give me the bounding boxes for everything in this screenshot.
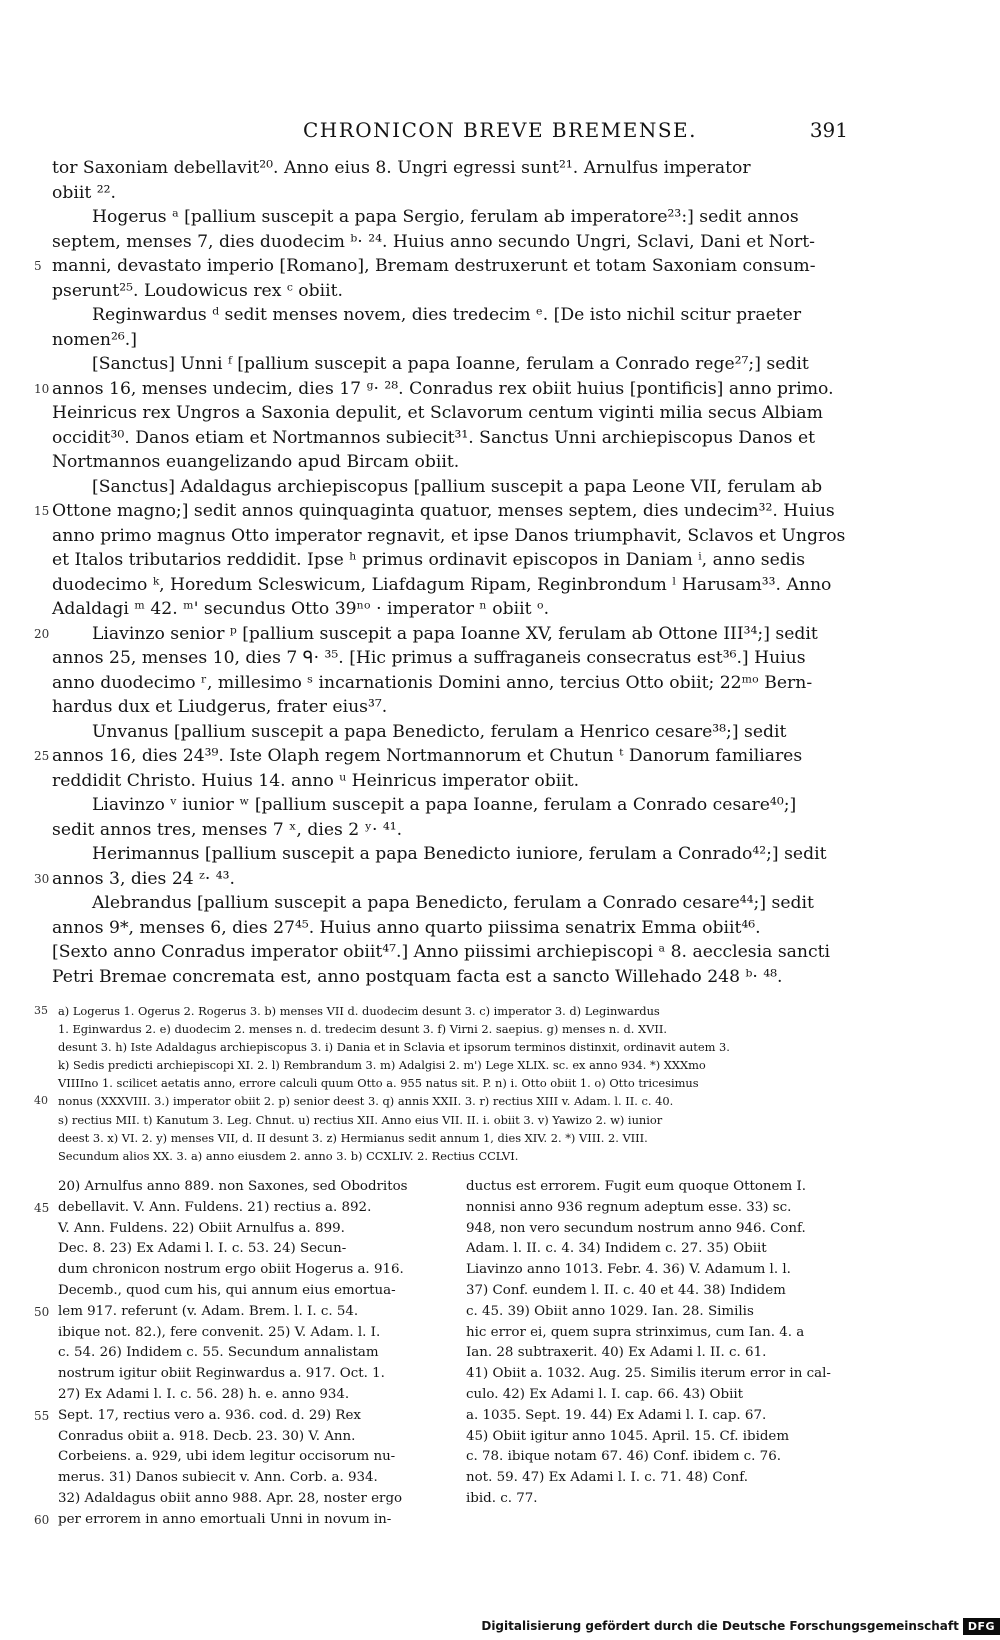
commentary-line [466,1281,861,1302]
text-line [52,181,852,206]
dfg-logo: DFG [963,1618,1000,1635]
commentary-line-text: 948, non vero secundum nostrum anno 946. Conf. [466,1220,806,1236]
commentary-line [466,1343,861,1364]
commentary-line [58,1427,453,1448]
text-line-text: pserunt²⁵. Loudowicus rex ᶜ obiit. [52,280,344,301]
line-number: 30 [34,871,50,886]
text-line [34,254,852,279]
commentary-line-text: Sept. 17, rectius vero a. 936. cod. d. 29) Rex [58,1407,361,1423]
text-line [52,671,852,696]
text-line-text: Herimannus [pallium suscepit a papa Benedicto iuniore, ferulam a Conrado⁴²;] sedit [92,844,827,864]
digitization-footer [481,1612,1000,1640]
line-number: 55 [34,1408,50,1423]
line-number: 45 [34,1200,50,1215]
commentary-line-text: 45) Obiit igitur anno 1045. April. 15. Cf. ibidem [466,1428,790,1444]
page-number: 391 [809,118,848,142]
text-line [52,156,852,181]
commentary-line [466,1239,861,1260]
text-line-text: et Italos tributarios reddidit. Ipse ʰ primus ordinavit episcopos in Daniam ⁱ, anno sedis [52,550,806,570]
commentary-line-text: Decemb., quod cum his, qui annum eius emortua- [58,1282,396,1298]
commentary-line-text: c. 54. 26) Indidem c. 55. Secundum annalistam [58,1345,379,1361]
variant-note-line-text: desunt 3. h) Iste Adaldagus archiepiscopus 3. i) Dania et in Sclavia et ipsorum terminos distinxit, ordinavit autem 3. [58,1040,730,1055]
text-line-text: occidit³⁰. Danos etiam et Nortmannos subiecit³¹. Sanctus Unni archiepiscopus Danos et [52,427,816,448]
text-line [52,352,852,377]
text-line-text: anno primo magnus Otto imperator regnavit, et ipse Danos triumphavit, Sclavos et Ungros [52,525,846,546]
text-line [52,401,852,426]
commentary-line [34,1198,453,1219]
variant-note-line-text: s) rectius MII. t) Kanutum 3. Leg. Chnut. u) rectius XII. Anno eius VII. II. i. obiit 3. v) Yawizo 2. w) iunior [58,1112,663,1127]
commentary-line [466,1364,861,1385]
text-line-text: sedit annos tres, menses 7 ˣ, dies 2 ʸ· ⁴¹. [52,819,403,840]
text-line [52,426,852,451]
commentary-line-text: hic error ei, quem supra strinximus, cum Ian. 4. a [466,1324,805,1340]
text-line-text: annos 3, dies 24 ᶻ· ⁴³. [52,868,236,889]
text-line [52,720,852,745]
digitization-credit: Digitalisierung gefördert durch die Deutsche Forschungsgemeinschaft [481,1619,959,1633]
text-line [52,230,852,255]
line-number: 60 [34,1512,50,1527]
commentary-line-text: a. 1035. Sept. 19. 44) Ex Adami l. I. cap. 67. [466,1407,767,1423]
running-title: CHRONICON BREVE BREMENSE. [302,118,697,142]
page-header [0,118,1000,148]
commentary-line-text: per errorem in anno emortuali Unni in novum in- [58,1511,392,1527]
text-line-text: hardus dux et Liudgerus, frater eius³⁷. [52,697,388,717]
commentary-line-text: c. 45. 39) Obiit anno 1029. Ian. 28. Similis [466,1303,754,1319]
text-line [34,867,852,892]
commentary-line [466,1468,861,1489]
text-line-text: Liavinzo ᵛ iunior ʷ [pallium suscepit a papa Ioanne, ferulam a Conrado cesare⁴⁰;] [92,795,797,815]
text-line-text: [Sanctus] Adaldagus archiepiscopus [pallium suscepit a papa Leone VII, ferulam ab [92,476,823,497]
variant-note-line [34,1002,848,1020]
commentary-line-text: not. 59. 47) Ex Adami l. I. c. 71. 48) Conf. [466,1470,749,1486]
commentary-line [58,1260,453,1281]
commentary-line-text: merus. 31) Danos subiecit v. Ann. Corb. a. 934. [58,1470,378,1486]
text-line [52,205,852,230]
text-line-text: Alebrandus [pallium suscepit a papa Benedicto, ferulam a Conrado cesare⁴⁴;] sedit [92,893,814,913]
commentary-line [34,1302,453,1323]
text-line-text: Petri Bremae concremata est, anno postquam facta est a sancto Willehado 248 ᵇ· ⁴⁸. [52,966,783,987]
text-line [52,695,852,720]
commentary-line [466,1385,861,1406]
variant-note-line-text: deest 3. x) VI. 2. y) menses VII, d. II desunt 3. z) Hermianus sedit annum 1, dies XIV. 2. *) VIII. 2. VIII. [58,1130,648,1145]
commentary-line-text: V. Ann. Fuldens. 22) Obiit Arnulfus a. 899. [58,1220,345,1236]
text-line-text: Ottone magno;] sedit annos quinquaginta quatuor, menses septem, dies undecim³². Huius [52,501,835,521]
variant-note-line-text: 1. Eginwardus 2. e) duodecim 2. menses n. d. tredecim desunt 3. f) Virni 2. saepius. g) menses n. d. XVII. [58,1022,667,1037]
commentary-line-text: nonnisi anno 936 regnum adeptum esse. 33) sc. [466,1199,792,1215]
text-line [52,916,852,941]
commentary-line [466,1260,861,1281]
commentary-line-text: Ian. 28 subtraxerit. 40) Ex Adami l. II. c. 61. [466,1345,767,1361]
text-line [52,597,852,622]
variant-note-line [58,1020,848,1038]
text-line-text: tor Saxoniam debellavit²⁰. Anno eius 8. Ungri egressi sunt²¹. Arnulfus imperator [52,158,751,178]
commentary-line-text: Dec. 8. 23) Ex Adami l. I. c. 53. 24) Secun- [58,1241,347,1257]
text-line-text: reddidit Christo. Huius 14. anno ᵘ Heinricus imperator obiit. [52,770,580,791]
text-line-text: Nortmannos euangelizando apud Bircam obiit. [52,452,460,472]
variant-note-line-text: a) Logerus 1. Ogerus 2. Rogerus 3. b) menses VII d. duodecim desunt 3. c) imperator 3. d) Leginwardus [58,1004,660,1018]
line-number: 40 [34,1094,48,1108]
text-line-text: Liavinzo senior ᵖ [pallium suscepit a papa Ioanne XV, ferulam ab Ottone III³⁴;] sedit [92,623,818,644]
commentary-line [58,1281,453,1302]
text-line [34,744,852,769]
line-number: 35 [34,1004,48,1017]
variant-notes [34,1002,848,1165]
text-line-text: anno duodecimo ʳ, millesimo ˢ incarnationis Domini anno, tercius Otto obiit; 22ᵐᵒ Bern- [52,672,813,693]
commentary-line [58,1489,453,1510]
commentary-line-text: 37) Conf. eundem l. II. c. 40 et 44. 38) Indidem [466,1282,786,1298]
commentary-line-text: Corbeiens. a. 929, ubi idem legitur occisorum nu- [58,1449,396,1465]
text-line-text: Heinricus rex Ungros a Saxonia depulit, et Sclavorum centum viginti milia secus Albiam [52,403,823,423]
variant-note-line-text: VIIIIno 1. scilicet aetatis anno, errore calculi quum Otto a. 955 natus sit. P. n) i. Otto obiit 1. o) Otto tricesimus [58,1076,699,1091]
chronicle-text [34,156,852,989]
commentary-line-text: 41) Obiit a. 1032. Aug. 25. Similis iterum error in cal- [466,1366,831,1382]
text-line [52,793,852,818]
text-line-text: Adaldagi ᵐ 42. ᵐ' secundus Otto 39ⁿᵒ · imperator ⁿ obiit ᵒ. [52,599,550,619]
commentary-line [466,1177,861,1198]
commentary-line [58,1385,453,1406]
text-line-text: annos 9*, menses 6, dies 27⁴⁵. Huius anno quarto piissima senatrix Emma obiit⁴⁶. [52,917,761,938]
line-number: 25 [34,749,50,763]
commentary-line-text: culo. 42) Ex Adami l. I. cap. 66. 43) Obiit [466,1386,744,1402]
text-line [52,940,852,965]
line-number: 50 [34,1304,50,1319]
commentary-line-text: ibique not. 82.), fere convenit. 25) V. Adam. l. I. [58,1324,381,1340]
commentary-line [58,1323,453,1344]
variant-note-line [58,1074,848,1092]
text-line [52,891,852,916]
variant-note-line [58,1056,848,1074]
text-line [52,769,852,794]
text-line [52,475,852,500]
text-line-text: obiit ²². [52,182,116,203]
text-line [34,377,852,402]
text-line-text: [Sexto anno Conradus imperator obiit⁴⁷.] Anno piissimi archiepiscopi ᵃ 8. aecclesia sancti [52,942,831,962]
text-line-text: Unvanus [pallium suscepit a papa Benedicto, ferulam a Henrico cesare³⁸;] sedit [92,721,787,742]
text-line-text: Hogerus ᵃ [pallium suscepit a papa Sergio, ferulam ab imperatore²³:] sedit annos [92,207,799,227]
commentary-line [466,1219,861,1240]
commentary-line-text: ductus est errorem. Fugit eum quoque Ottonem I. [466,1179,806,1194]
commentary-line [466,1323,861,1344]
commentary-line [466,1302,861,1323]
commentary-line-text: 20) Arnulfus anno 889. non Saxones, sed Obodritos [58,1179,408,1194]
commentary-line [58,1177,453,1198]
variant-note-line [58,1129,848,1147]
commentary-line-text: Liavinzo anno 1013. Febr. 4. 36) V. Adamum l. l. [466,1262,791,1278]
text-line-text: duodecimo ᵏ, Horedum Scleswicum, Liafdagum Ripam, Reginbrondum ˡ Harusam³³. Anno [52,574,832,595]
text-line-text: nomen²⁶.] [52,329,137,350]
commentary-line-text: dum chronicon nostrum ergo obiit Hogerus a. 916. [58,1262,404,1278]
commentary-line [466,1198,861,1219]
text-line [52,279,852,304]
commentary-line [58,1468,453,1489]
commentary-right-column [466,1177,861,1510]
text-line-text: Reginwardus ᵈ sedit menses novem, dies tredecim ᵉ. [De isto nichil scitur praeter [92,305,802,325]
text-line [52,842,852,867]
text-line [52,646,852,671]
commentary-line [58,1447,453,1468]
text-line [52,818,852,843]
text-line-text: annos 16, menses undecim, dies 17 ᵍ· ²⁸. Conradus rex obiit huius [pontificis] anno primo. [52,378,834,399]
commentary-line [466,1447,861,1468]
commentary-line-text: ibid. c. 77. [466,1490,538,1506]
text-line-text: annos 25, menses 10, dies 7 ᑫ· ³⁵. [Hic primus a suffraganeis consecratus est³⁶.] Huius [52,648,806,668]
text-line [52,548,852,573]
commentary-line-text: debellavit. V. Ann. Fuldens. 21) rectius a. 892. [58,1199,372,1215]
line-number: 15 [34,504,50,518]
text-line [52,573,852,598]
commentary-line [58,1219,453,1240]
text-line-text: manni, devastato imperio [Romano], Bremam destruxerunt et totam Saxoniam consum- [52,256,816,276]
commentary-line [58,1364,453,1385]
commentary-line-text: nostrum igitur obiit Reginwardus a. 917. Oct. 1. [58,1366,385,1382]
commentary-line-text: 32) Adaldagus obiit anno 988. Apr. 28, noster ergo [58,1490,403,1506]
commentary-left-column [34,1177,453,1531]
text-line-text: septem, menses 7, dies duodecim ᵇ· ²⁴. Huius anno secundo Ungri, Sclavi, Dani et Nort- [52,231,815,252]
text-line-text: [Sanctus] Unni ᶠ [pallium suscepit a papa Ioanne, ferulam a Conrado rege²⁷;] sedit [92,354,809,374]
text-line [52,450,852,475]
variant-note-line [58,1038,848,1056]
text-line [52,524,852,549]
variant-note-line [58,1147,848,1165]
commentary-line-text: Conradus obiit a. 918. Decb. 23. 30) V. Ann. [58,1428,356,1444]
text-line [34,622,852,647]
commentary-line [466,1406,861,1427]
commentary-line [466,1489,861,1510]
text-line [52,328,852,353]
commentary-line [58,1239,453,1260]
text-line [52,965,852,990]
text-line [34,499,852,524]
commentary-line [34,1510,453,1531]
commentary-line-text: 27) Ex Adami l. I. c. 56. 28) h. e. anno 934. [58,1386,350,1402]
text-line-text: annos 16, dies 24³⁹. Iste Olaph regem Nortmannorum et Chutun ᵗ Danorum familiares [52,746,803,766]
variant-note-line-text: nonus (XXXVIII. 3.) imperator obiit 2. p) senior deest 3. q) annis XXII. 3. r) rectius XIII v. Adam. l. II. c. 40. [58,1094,674,1109]
commentary-line [58,1343,453,1364]
variant-note-line-text: Secundum alios XX. 3. a) anno eiusdem 2. anno 3. b) CCXLIV. 2. Rectius CCLVI. [58,1148,519,1163]
variant-note-line [34,1092,848,1110]
line-number: 5 [34,259,42,273]
variant-note-line-text: k) Sedis predicti archiepiscopi XI. 2. l) Rembrandum 3. m) Adalgisi 2. m') Lege XLIX. sc. ex anno 934. *) XXXmo [58,1058,706,1073]
variant-note-line [58,1111,848,1129]
commentary-line-text: c. 78. ibique notam 67. 46) Conf. ibidem c. 76. [466,1449,781,1465]
commentary-line [34,1406,453,1427]
line-number: 10 [34,381,50,396]
text-line [52,303,852,328]
commentary-line-text: Adam. l. II. c. 4. 34) Indidem c. 27. 35) Obiit [466,1241,767,1257]
commentary-line-text: lem 917. referunt (v. Adam. Brem. l. I. c. 54. [58,1303,359,1319]
line-number: 20 [34,626,50,641]
commentary-line [466,1427,861,1448]
